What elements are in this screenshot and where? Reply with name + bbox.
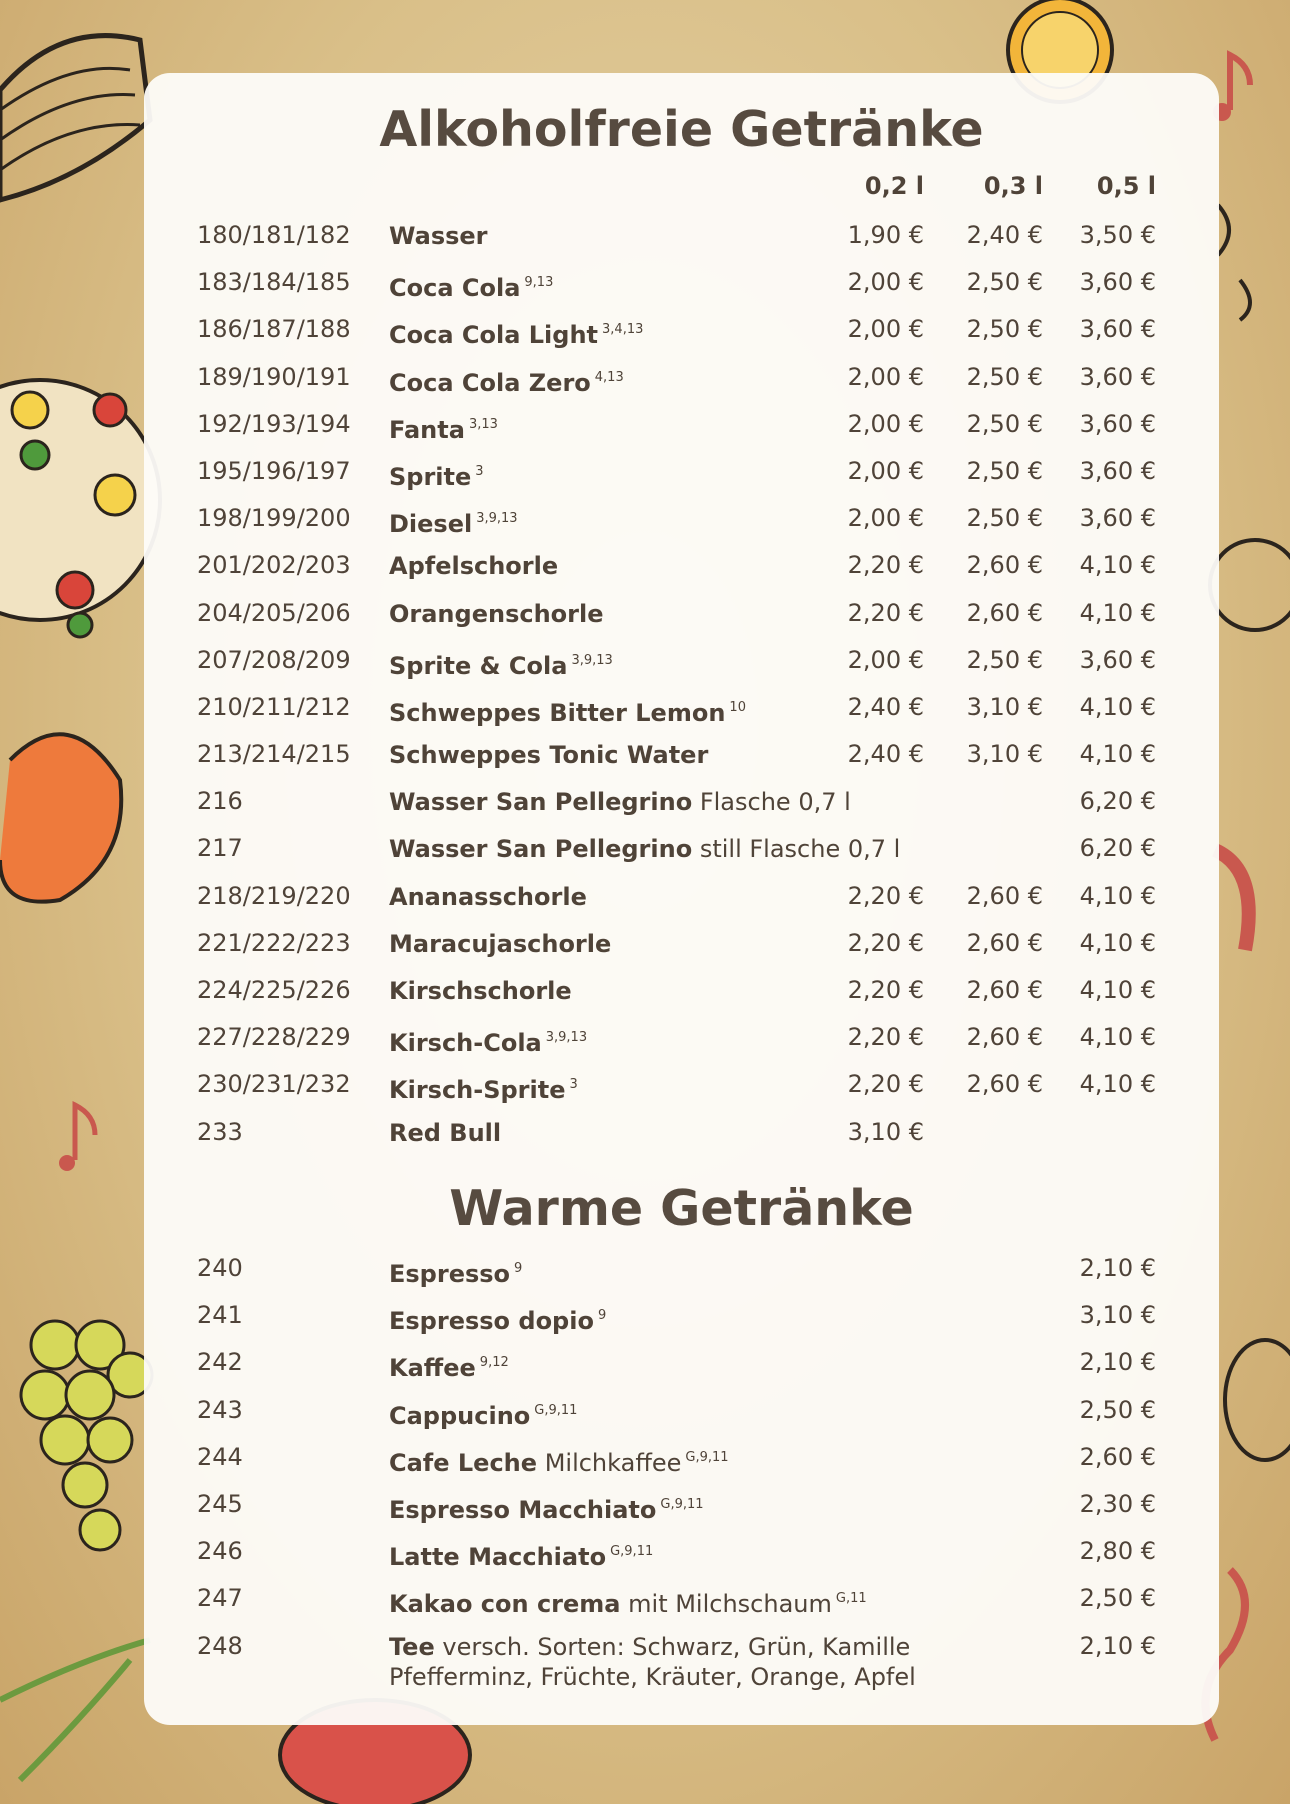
item-price: 2,60 € (966, 551, 1043, 580)
item-name-cell (389, 1537, 944, 1572)
allergen-note: 10 (729, 699, 746, 715)
allergen-note: 3 (475, 463, 484, 479)
item-number: 243 (197, 1395, 243, 1424)
item-name: Tee (389, 1632, 435, 1661)
item-number: 246 (197, 1537, 243, 1566)
item-name: Latte Macchiato (389, 1543, 607, 1572)
item-price: 6,20 € (1079, 834, 1156, 863)
item-name: Coca Cola Light (389, 321, 599, 350)
menu-row (144, 1632, 1219, 1696)
item-price: 4,10 € (1079, 551, 1156, 580)
item-name: Coca Cola (389, 274, 521, 303)
item-price: 2,00 € (847, 504, 924, 533)
item-number: 180/181/182 (197, 221, 351, 249)
item-name: Espresso (389, 1260, 511, 1288)
section-title-cold-drinks: Alkoholfreie Getränke (379, 101, 984, 158)
item-price: 1,90 € (847, 221, 924, 249)
item-name: Ananasschorle (389, 882, 587, 911)
menu-row (144, 1348, 1219, 1395)
item-number: 210/211/212 (197, 692, 351, 721)
item-price: 2,20 € (847, 598, 924, 627)
item-name-cell (389, 1584, 944, 1619)
item-number: 242 (197, 1348, 243, 1377)
item-name: Sprite & Cola (389, 651, 568, 680)
item-price: 2,50 € (966, 456, 1043, 485)
menu-row (144, 740, 1219, 787)
menu-row (144, 410, 1219, 457)
menu-row (144, 1443, 1219, 1490)
item-price: 2,40 € (847, 740, 924, 769)
allergen-note: G,9,11 (685, 1449, 729, 1465)
allergen-note: 3,9,13 (571, 652, 613, 668)
item-name: Schweppes Bitter Lemon (389, 698, 726, 727)
allergen-note: 9 (597, 1308, 607, 1324)
item-price: 2,50 € (966, 268, 1043, 297)
menu-row (144, 929, 1219, 976)
cold-drinks-list (144, 221, 1219, 1165)
allergen-note: G,11 (835, 1591, 867, 1607)
item-price: 4,10 € (1079, 1023, 1156, 1052)
allergen-note: G,9,11 (534, 1402, 578, 1418)
item-number: 198/199/200 (197, 504, 351, 533)
menu-row (144, 1584, 1219, 1631)
item-number: 248 (197, 1631, 243, 1660)
item-price: 2,60 € (966, 598, 1043, 627)
item-name-cell (389, 1443, 944, 1478)
item-name-cell (389, 787, 944, 817)
item-price: 2,80 € (1079, 1537, 1156, 1566)
item-price: 2,10 € (1079, 1631, 1156, 1660)
item-price: 2,20 € (847, 551, 924, 580)
item-name: Apfelschorle (389, 552, 559, 581)
allergen-note: G,9,11 (660, 1496, 704, 1512)
item-description: Flasche 0,7 l (699, 788, 851, 817)
item-number: 195/196/197 (197, 456, 351, 485)
item-price: 4,10 € (1079, 928, 1156, 957)
menu-card (144, 73, 1219, 1725)
allergen-note: 9,13 (524, 275, 554, 291)
item-price: 3,60 € (1079, 409, 1156, 438)
item-price: 4,10 € (1079, 1070, 1156, 1099)
item-name: Espresso Macchiato (389, 1495, 657, 1524)
item-description: Milchkaffee (544, 1448, 682, 1477)
item-price: 6,20 € (1079, 787, 1156, 816)
item-price: 4,10 € (1079, 740, 1156, 769)
item-price: 2,10 € (1079, 1348, 1156, 1377)
item-price: 2,20 € (847, 976, 924, 1004)
menu-row (144, 646, 1219, 693)
item-number: 183/184/185 (197, 268, 351, 297)
item-number: 247 (197, 1584, 243, 1613)
item-name: Kirschschorle (389, 977, 572, 1005)
item-name: Coca Cola Zero (389, 368, 591, 397)
item-price: 2,20 € (847, 881, 924, 910)
item-price: 3,60 € (1079, 645, 1156, 674)
size-label: 0,5 l (1096, 172, 1156, 200)
menu-row (144, 1070, 1219, 1117)
item-price: 2,00 € (847, 456, 924, 485)
menu-row (144, 1396, 1219, 1443)
item-price: 2,60 € (1079, 1442, 1156, 1471)
item-number: 216 (197, 787, 243, 816)
item-price: 3,60 € (1079, 362, 1156, 391)
item-name: Red Bull (389, 1118, 502, 1147)
item-name: Espresso dopio (389, 1307, 594, 1336)
menu-row (144, 221, 1219, 268)
item-name: Maracujaschorle (389, 929, 612, 958)
item-number: 186/187/188 (197, 315, 351, 344)
item-price: 4,10 € (1079, 976, 1156, 1004)
item-name-cell (389, 1348, 944, 1383)
menu-row (144, 1254, 1219, 1301)
item-description: versch. Sorten: Schwarz, Grün, Kamille Pfefferminz, Früchte, Kräuter, Orange, Apfel (389, 1632, 916, 1691)
item-name: Wasser (389, 222, 488, 250)
item-name: Kaffee (389, 1354, 476, 1383)
item-number: 218/219/220 (197, 881, 351, 910)
item-name-cell (389, 834, 944, 864)
item-number: 221/222/223 (197, 928, 351, 957)
item-name-cell (389, 1396, 944, 1431)
item-price: 3,60 € (1079, 456, 1156, 485)
item-number: 227/228/229 (197, 1023, 351, 1052)
item-name: Kakao con crema (389, 1590, 621, 1619)
item-price: 4,10 € (1079, 881, 1156, 910)
item-name: Kirsch-Cola (389, 1029, 542, 1058)
item-number: 224/225/226 (197, 976, 351, 1004)
item-name: Schweppes Tonic Water (389, 741, 709, 770)
item-price: 2,00 € (847, 315, 924, 344)
item-number: 204/205/206 (197, 598, 351, 627)
menu-row (144, 787, 1219, 834)
menu-row (144, 693, 1219, 740)
item-price: 3,10 € (966, 692, 1043, 721)
menu-row (144, 363, 1219, 410)
item-price: 2,60 € (966, 1070, 1043, 1099)
item-price: 2,00 € (847, 362, 924, 391)
item-price: 2,50 € (966, 409, 1043, 438)
allergen-note: 9,12 (479, 1355, 509, 1371)
size-header (144, 172, 1219, 202)
item-name: Orangenschorle (389, 599, 604, 628)
item-name: Wasser San Pellegrino (389, 835, 693, 864)
item-price: 2,20 € (847, 928, 924, 957)
item-name-cell (389, 1254, 944, 1289)
menu-row (144, 551, 1219, 598)
item-number: 244 (197, 1442, 243, 1471)
item-price: 2,10 € (1079, 1254, 1156, 1282)
item-price: 2,50 € (966, 504, 1043, 533)
item-description: mit Milchschaum (628, 1590, 832, 1619)
item-number: 233 (197, 1117, 243, 1146)
menu-row (144, 315, 1219, 362)
item-price: 2,20 € (847, 1023, 924, 1052)
item-price: 3,10 € (966, 740, 1043, 769)
allergen-note: 3,13 (468, 416, 498, 432)
menu-row (144, 976, 1219, 1023)
item-price: 4,10 € (1079, 598, 1156, 627)
item-price: 2,00 € (847, 268, 924, 297)
item-number: 230/231/232 (197, 1070, 351, 1099)
item-name-cell (389, 1301, 944, 1336)
menu-row (144, 1301, 1219, 1348)
item-number: 189/190/191 (197, 362, 351, 391)
menu-row (144, 1490, 1219, 1537)
menu-row (144, 882, 1219, 929)
item-description: still Flasche 0,7 l (699, 835, 901, 864)
item-name-cell (389, 1490, 944, 1525)
item-number: 240 (197, 1254, 243, 1282)
item-price: 2,60 € (966, 881, 1043, 910)
menu-row (144, 504, 1219, 551)
item-price: 4,10 € (1079, 692, 1156, 721)
warm-drinks-list (144, 1254, 1219, 1696)
allergen-note: 3 (569, 1077, 578, 1093)
item-name: Cappucino (389, 1401, 531, 1430)
size-label: 0,2 l (864, 172, 924, 200)
item-price: 3,60 € (1079, 268, 1156, 297)
item-price: 3,60 € (1079, 504, 1156, 533)
item-number: 213/214/215 (197, 740, 351, 769)
item-price: 2,40 € (966, 221, 1043, 249)
item-price: 2,50 € (966, 645, 1043, 674)
item-price: 2,50 € (966, 362, 1043, 391)
item-number: 241 (197, 1301, 243, 1330)
item-name-cell (389, 1632, 944, 1692)
menu-row (144, 1023, 1219, 1070)
item-price: 2,40 € (847, 692, 924, 721)
item-price: 2,50 € (1079, 1584, 1156, 1613)
item-price: 2,30 € (1079, 1489, 1156, 1518)
item-price: 2,50 € (966, 315, 1043, 344)
allergen-note: 9 (514, 1261, 523, 1276)
allergen-note: 3,9,13 (545, 1030, 588, 1046)
item-price: 2,20 € (847, 1070, 924, 1099)
item-price: 3,50 € (1079, 221, 1156, 249)
item-name: Fanta (389, 415, 465, 444)
menu-row (144, 457, 1219, 504)
item-number: 245 (197, 1489, 243, 1518)
item-price: 3,10 € (1079, 1301, 1156, 1330)
item-price: 3,10 € (847, 1117, 924, 1146)
item-name: Diesel (389, 510, 473, 539)
item-name: Sprite (389, 462, 472, 491)
allergen-note: 4,13 (594, 369, 624, 385)
item-price: 2,00 € (847, 409, 924, 438)
item-price: 2,50 € (1079, 1395, 1156, 1424)
allergen-note: 3,9,13 (476, 511, 518, 527)
item-price: 2,60 € (966, 1023, 1043, 1052)
menu-row (144, 834, 1219, 881)
item-price: 2,60 € (966, 976, 1043, 1004)
menu-row (144, 1118, 1219, 1165)
item-name: Wasser San Pellegrino (389, 788, 693, 817)
item-price: 2,00 € (847, 645, 924, 674)
size-label: 0,3 l (983, 172, 1043, 200)
menu-row (144, 599, 1219, 646)
section-title-warm-drinks: Warme Getränke (449, 1180, 914, 1237)
item-price: 3,60 € (1079, 315, 1156, 344)
item-name: Cafe Leche (389, 1448, 538, 1477)
allergen-note: G,9,11 (610, 1544, 654, 1560)
menu-row (144, 268, 1219, 315)
item-number: 207/208/209 (197, 645, 351, 674)
menu-row (144, 1537, 1219, 1584)
allergen-note: 3,4,13 (602, 322, 644, 338)
item-number: 201/202/203 (197, 551, 351, 580)
item-number: 192/193/194 (197, 409, 351, 438)
item-price: 2,60 € (966, 928, 1043, 957)
item-name: Kirsch-Sprite (389, 1076, 566, 1105)
item-number: 217 (197, 834, 243, 863)
